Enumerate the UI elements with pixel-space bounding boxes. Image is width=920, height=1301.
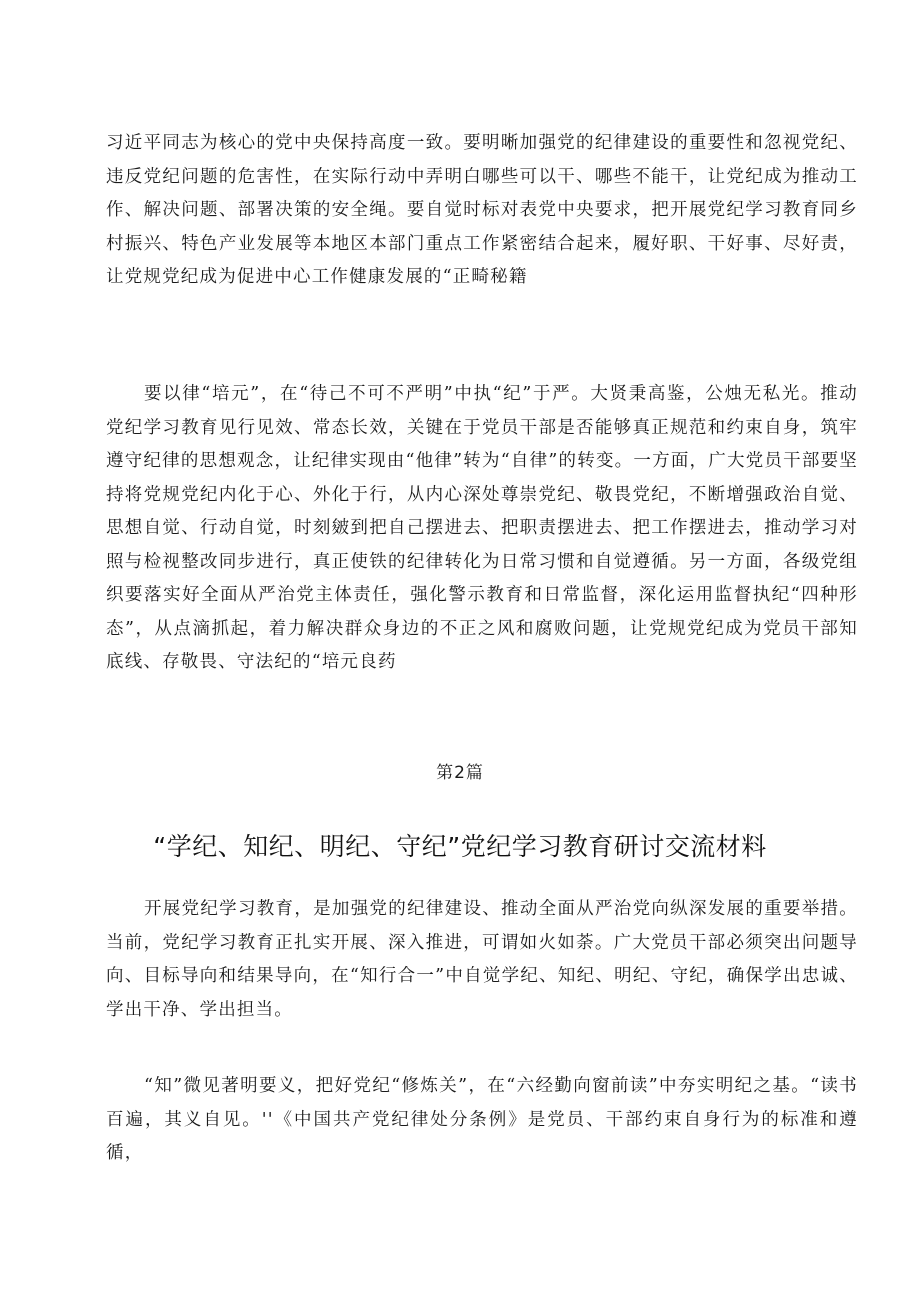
paragraph-1-block: [106, 127, 858, 295]
paragraph-2-block: [106, 378, 858, 680]
paragraph-1: 习近平同志为核心的党中央保持高度一致。要明晰加强党的纪律建设的重要性和忽视党纪、违反党纪问题的危害性，在实际行动中弄明白哪些可以干、哪些不能干，让党纪成为推动工作、解决问题、部署决策的安全绳。要自觉时标对表党中央要求，把开展党纪学习教育同乡村振兴、特色产业发展等本地区本部门重点工作紧密结合起来，履好职、干好事、尽好责，让党规党纪成为促进中心工作健康发展的“正畸秘籍: [106, 133, 858, 287]
document-title: “学纪、知纪、明纪、守纪”党纪学习教育研讨交流材料: [153, 832, 767, 861]
paragraph-4-block: [106, 1070, 858, 1171]
paragraph-3-block: [106, 893, 858, 1027]
section-label: 第2篇: [436, 763, 484, 783]
paragraph-3: 开展党纪学习教育，是加强党的纪律建设、推动全面从严治党向纵深发展的重要举措。当前，党纪学习教育正扎实开展、深入推进，可谓如火如荼。广大党员干部必须突出问题导向、目标导向和结果导向，在“知行合一”中自觉学纪、知纪、明纪、守纪，确保学出忠诚、学出干净、学出担当。: [106, 899, 858, 1020]
paragraph-2: 要以律“培元”，在“待己不可不严明”中执“纪”于严。大贤秉高鉴，公烛无私光。推动党纪学习教育见行见效、常态长效，关键在于党员干部是否能够真正规范和约束自身，筑牢遵守纪律的思想观念，让纪律实现由“他律”转为“自律”的转变。一方面，广大党员干部要坚持将党规党纪内化于心、外化于行，从内心深处尊崇党纪、敬畏党纪，不断增强政治自觉、思想自觉、行动自觉，时刻皴到把自己摆进去、把职责摆进去、把工作摆进去，推动学习对照与检视整改同步进行，真正使铁的纪律转化为日常习惯和自觉遵循。另一方面，各级党组织要落实好全面从严治党主体责任，强化警示教育和日常监督，深化运用监督执纪“四种形态”，从点滴抓起，着力解决群众身边的不正之风和腐败问题，让党规党纪成为党员干部知底线、存敬畏、守法纪的“培元良药: [106, 384, 858, 672]
paragraph-4: “知”微见著明要义，把好党纪“修炼关”，在“六经勤向窗前读”中夯实明纪之基。“读书百遍，其义自见。''《中国共产党纪律处分条例》是党员、干部约束自身行为的标准和遵循，: [106, 1076, 858, 1163]
